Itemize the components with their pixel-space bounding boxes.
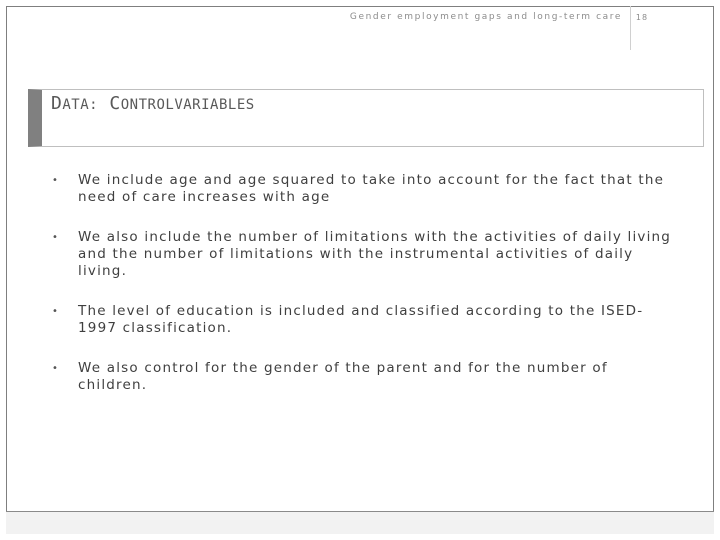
footer-bar <box>6 511 714 534</box>
slide-title <box>51 93 255 114</box>
bullet-icon: • <box>52 232 60 243</box>
title-initial-1: D <box>51 93 63 114</box>
bullet-icon: • <box>52 306 60 317</box>
bullet-text: The level of education is included and classified according to the ISED-1997 classification. <box>78 303 644 336</box>
title-rest-2: ONTROLVARIABLES <box>120 97 255 113</box>
title-initial-2: C <box>109 93 121 114</box>
list-item <box>52 360 682 394</box>
bullet-text: We include age and age squared to take into account for the fact that the need of care increases with age <box>78 172 665 205</box>
list-item <box>52 303 682 337</box>
running-title: Gender employment gaps and long-term care <box>349 12 622 22</box>
list-item <box>52 172 682 206</box>
bullet-icon: • <box>52 363 60 374</box>
bullet-list <box>52 172 682 394</box>
bullet-text: We also control for the gender of the parent and for the number of children. <box>78 360 608 393</box>
header-divider <box>630 6 631 50</box>
page-number: 18 <box>635 13 649 22</box>
bullet-icon: • <box>52 175 60 186</box>
list-item <box>52 229 682 280</box>
bullet-text: We also include the number of limitations with the activities of daily living and the number of limitations with the instrumental activities of daily living. <box>78 229 672 279</box>
title-rest-1: ATA: <box>62 97 99 113</box>
